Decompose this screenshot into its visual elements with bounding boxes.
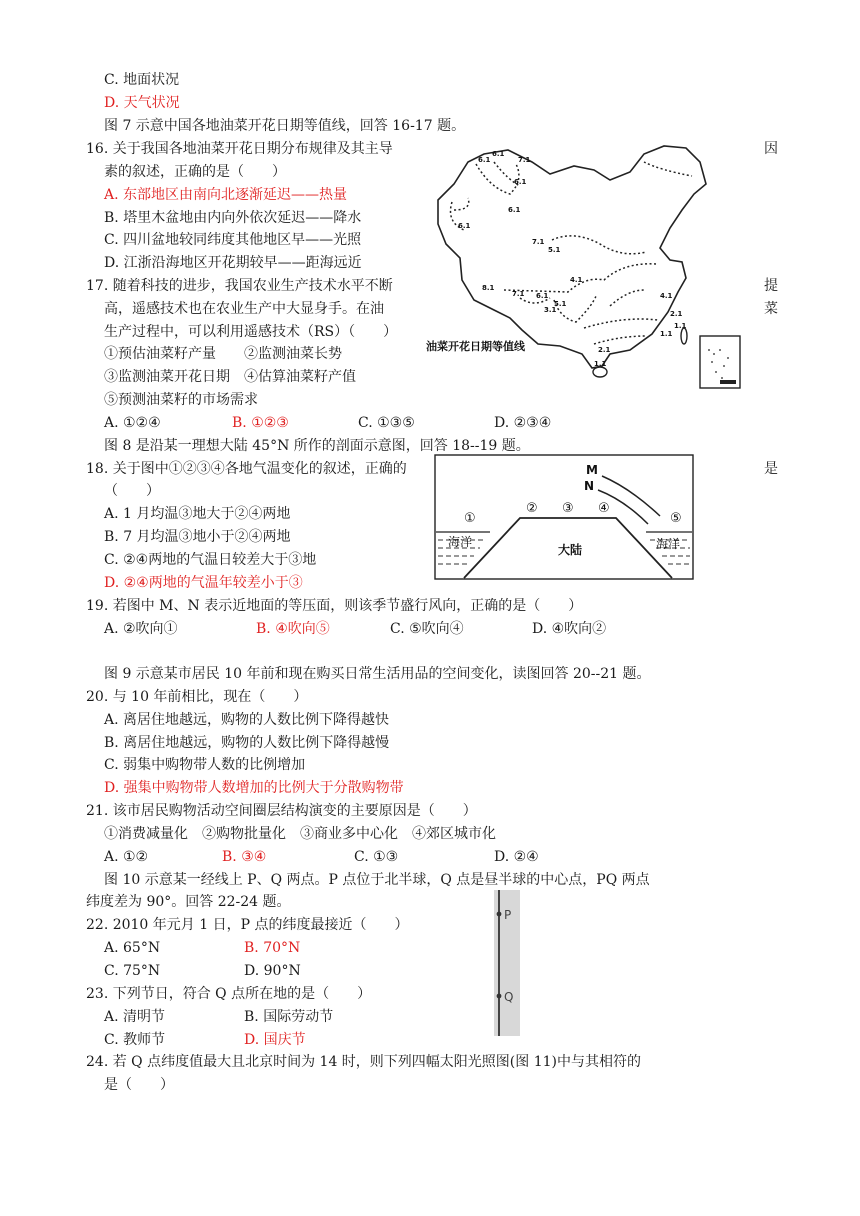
option-b-q17: B. ①②③ <box>232 415 289 431</box>
isoline-label: 6.1 <box>492 150 505 158</box>
isoline-label: 6.1 <box>508 206 521 214</box>
question-19-stem: 19. 若图中 M、N 表示近地面的等压面，则该季节盛行风向，正确的是（ ） <box>86 598 583 614</box>
option-a-q23: A. 清明节 <box>104 1009 166 1025</box>
fig10-meridian <box>494 890 520 1036</box>
isoline-label: 7.1 <box>518 156 531 164</box>
question-17-stem-2: 高，遥感技术也在农业生产中大显身手。在油 <box>104 301 384 317</box>
option-d-q19: D. ④吹向② <box>532 621 607 637</box>
isoline-label: 6.1 <box>478 156 491 164</box>
point-5: ⑤ <box>670 511 682 526</box>
q17-item-row-3: ⑤预测油菜籽的市场需求 <box>104 392 258 408</box>
question-17-stem: 17. 随着科技的进步，我国农业生产技术水平不断 <box>86 278 393 294</box>
question-20-stem: 20. 与 10 年前相比，现在（ ） <box>86 689 308 705</box>
question-18-stem: 18. 关于图中①②③④各地气温变化的叙述，正确的 <box>86 461 407 477</box>
fig10-intro: 图 10 示意某一经线上 P、Q 两点。P 点位于北半球，Q 点是昼半球的中心点，PQ 两点 <box>104 872 650 888</box>
option-a-q22: A. 65°N <box>104 940 161 956</box>
question-24-stem: 24. 若 Q 点纬度值最大且北京时间为 14 时，则下列四幅太阳光照图(图 11)中与其相符的 <box>86 1054 641 1070</box>
question-21-stem: 21. 该市居民购物活动空间圈层结构演变的主要原因是（ ） <box>86 803 477 819</box>
point-1: ① <box>464 511 476 526</box>
fig10-intro-2: 纬度差为 90°。回答 22-24 题。 <box>86 894 291 910</box>
question-18-stem-tail: 是 <box>764 461 778 477</box>
hainan-island <box>593 367 607 377</box>
isoline-label: 6.1 <box>536 292 549 300</box>
question-23-stem: 23. 下列节日，符合 Q 点所在地的是（ ） <box>86 986 372 1002</box>
q17-item-row-1: ①预估油菜籽产量 ②监测油菜长势 <box>104 346 342 362</box>
fig7-legend: 油菜开花日期等值线 <box>426 340 525 353</box>
isoline-label: 3.1 <box>544 306 557 314</box>
option-c-q16: C. 四川盆地较同纬度其他地区早——光照 <box>104 232 362 248</box>
option-b-q18: B. 7 月均温③地小于②④两地 <box>104 529 291 545</box>
option-a-q20: A. 离居住地越远，购物的人数比例下降得越快 <box>104 712 390 728</box>
isoline-label: 1.1 <box>674 322 687 330</box>
sea-label-right: 海洋 <box>656 537 681 551</box>
isoline-label: 7.1 <box>532 238 545 246</box>
option-a-q19: A. ②吹向① <box>104 621 178 637</box>
point-4: ④ <box>598 501 610 516</box>
q17-item-row-2: ③监测油菜开花日期 ④估算油菜籽产值 <box>104 369 356 385</box>
option-b-q20: B. 离居住地越远，购物的人数比例下降得越慢 <box>104 735 390 751</box>
option-d-q21: D. ②④ <box>494 849 539 865</box>
option-d-q22: D. 90°N <box>244 963 301 979</box>
isobar-label-m: M <box>586 463 598 477</box>
option-a-q21: A. ①② <box>104 849 149 865</box>
isoline-label: 5.1 <box>554 300 567 308</box>
option-c-q19: C. ⑤吹向④ <box>390 621 464 637</box>
option-c-q15: C. 地面状况 <box>104 72 180 88</box>
option-a-q18: A. 1 月均温③地大于②④两地 <box>104 506 291 522</box>
option-b-q16: B. 塔里木盆地由内向外依次延迟——降水 <box>104 210 362 226</box>
option-b-q21: B. ③④ <box>222 849 267 865</box>
fig8-intro: 图 8 是沿某一理想大陆 45°N 所作的剖面示意图，回答 18--19 题。 <box>104 438 530 454</box>
isoline-label: 4.1 <box>660 292 673 300</box>
question-18-blank: （ ） <box>104 483 160 499</box>
question-24-stem-2: 是（ ） <box>104 1077 174 1093</box>
option-d-q18: D. ②④两地的气温年较差小于③ <box>104 575 303 591</box>
point-q <box>497 994 502 999</box>
isoline-label: 2.1 <box>598 346 611 354</box>
isoline-label: 6.1 <box>514 178 527 186</box>
option-c-q17: C. ①③⑤ <box>358 415 415 431</box>
fig8-cross-section <box>434 454 694 580</box>
isoline-label: 7.1 <box>512 290 525 298</box>
option-d-q23: D. 国庆节 <box>244 1032 306 1048</box>
q21-items: ①消费减量化 ②购物批量化 ③商业多中心化 ④郊区城市化 <box>104 826 496 842</box>
isoline-label: 6.1 <box>458 222 471 230</box>
isoline-label: 8.1 <box>482 284 495 292</box>
question-17-stem-2-tail: 菜 <box>764 301 778 317</box>
option-d-q17: D. ②③④ <box>494 415 552 431</box>
question-22-stem: 22. 2010 年元月 1 日，P 点的纬度最接近（ ） <box>86 917 409 933</box>
option-b-q23: B. 国际劳动节 <box>244 1009 334 1025</box>
point-q-label: Q <box>504 990 514 1004</box>
question-17-stem-tail: 提 <box>764 278 778 294</box>
point-p <box>497 912 502 917</box>
fig9-intro: 图 9 示意某市居民 10 年前和现在购买日常生活用品的空间变化，读图回答 20--21 题。 <box>104 666 651 682</box>
isoline-label: 4.1 <box>570 276 583 284</box>
option-d-q20: D. 强集中购物带人数增加的比例大于分散购物带 <box>104 780 404 796</box>
option-b-q19: B. ④吹向⑤ <box>256 621 330 637</box>
isoline-label: 1.1 <box>660 330 673 338</box>
option-c-q18: C. ②④两地的气温日较差大于③地 <box>104 552 317 568</box>
option-d-q16: D. 江浙沿海地区开花期较早——距海远近 <box>104 255 362 271</box>
option-c-q20: C. 弱集中购物带人数的比例增加 <box>104 757 306 773</box>
option-b-q22: B. 70°N <box>244 940 301 956</box>
isobar-label-n: N <box>584 479 595 493</box>
isoline-label: 5.1 <box>548 246 561 254</box>
taiwan-island <box>681 328 687 344</box>
land-label: 大陆 <box>558 543 583 557</box>
question-16-stem-2: 素的叙述，正确的是（ ） <box>104 164 286 180</box>
question-16-stem-tail: 因 <box>764 141 778 157</box>
isoline-label: 2.1 <box>670 310 683 318</box>
isoline-label: 1.1 <box>594 360 607 368</box>
point-p-label: P <box>504 908 512 922</box>
point-2: ② <box>526 501 538 516</box>
sea-label-left: 海洋 <box>448 535 473 549</box>
fig7-intro: 图 7 示意中国各地油菜开花日期等值线，回答 16-17 题。 <box>104 118 466 134</box>
option-d-q15: D. 天气状况 <box>104 95 180 111</box>
option-c-q23: C. 教师节 <box>104 1032 166 1048</box>
question-17-stem-3: 生产过程中，可以利用遥感技术（RS）（ ） <box>104 324 398 340</box>
question-16-stem: 16. 关于我国各地油菜开花日期分布规律及其主导 <box>86 141 393 157</box>
option-c-q22: C. 75°N <box>104 963 161 979</box>
fig7-china-map <box>424 140 746 392</box>
point-3: ③ <box>562 501 574 516</box>
option-a-q17: A. ①②④ <box>104 415 161 431</box>
option-a-q16: A. 东部地区由南向北逐渐延迟——热量 <box>104 187 348 203</box>
option-c-q21: C. ①③ <box>354 849 399 865</box>
